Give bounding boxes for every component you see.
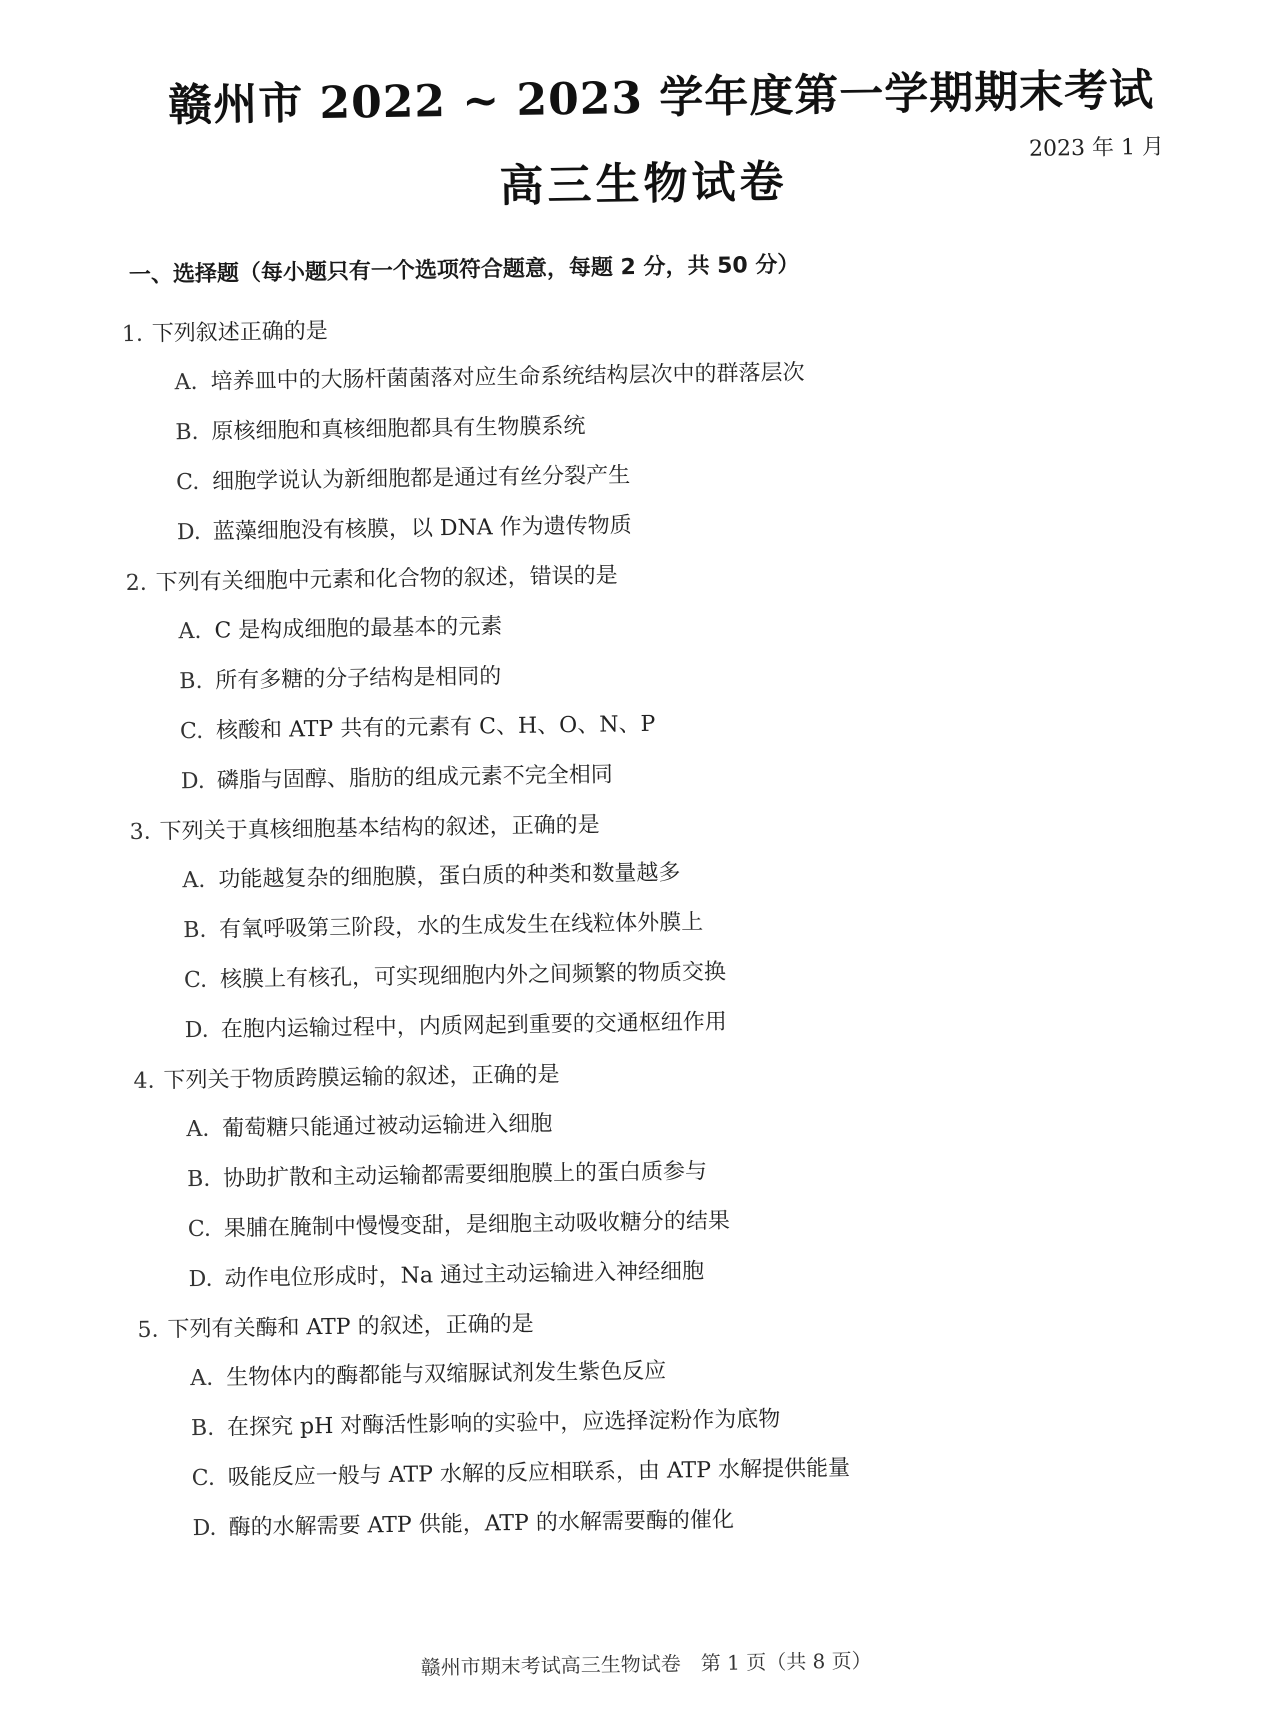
option-text: 原核细胞和真核细胞都具有生物膜系统 bbox=[211, 413, 586, 445]
option-letter: A. bbox=[186, 1116, 210, 1143]
option-letter: A. bbox=[174, 369, 198, 396]
option-text: 培养皿中的大肠杆菌菌落对应生命系统结构层次中的群落层次 bbox=[210, 360, 805, 395]
question-number: 5. bbox=[137, 1317, 159, 1343]
option-letter: D. bbox=[188, 1266, 213, 1293]
option-letter: C. bbox=[175, 469, 200, 496]
option-letter: B. bbox=[175, 419, 199, 446]
question-text: 下列叙述正确的是 bbox=[151, 318, 329, 347]
option-text: 蓝藻细胞没有核膜，以 DNA 作为遗传物质 bbox=[212, 513, 632, 545]
option-letter: B. bbox=[179, 668, 203, 695]
option-text: 核酸和 ATP 共有的元素有 C、H、O、N、P bbox=[215, 711, 656, 744]
section-heading: 一、选择题（每小题只有一个选项符合题意，每题 2 分，共 50 分） bbox=[128, 252, 800, 288]
option-letter: B. bbox=[186, 1166, 211, 1193]
option-letter: D. bbox=[176, 519, 202, 546]
option-text: 协助扩散和主动运输都需要细胞膜上的蛋白质参与 bbox=[222, 1158, 708, 1192]
exam-date: 2023 年 1 月 bbox=[1028, 134, 1165, 162]
question-number: 2. bbox=[125, 570, 147, 597]
option-text: 功能越复杂的细胞膜，蛋白质的种类和数量越多 bbox=[218, 860, 681, 893]
question-text: 下列有关细胞中元素和化合物的叙述，错误的是 bbox=[155, 563, 618, 596]
option-text: 核膜上有核孔，可实现细胞内外之间频繁的物质交换 bbox=[219, 959, 727, 993]
option-text: C 是构成细胞的最基本的元素 bbox=[214, 614, 503, 644]
option-letter: B. bbox=[190, 1415, 215, 1442]
option-letter: A. bbox=[182, 867, 206, 894]
option-letter: D. bbox=[180, 768, 205, 795]
question-number: 3. bbox=[129, 819, 151, 846]
page-footer: 赣州市期末考试高三生物试卷 第 1 页（共 8 页） bbox=[420, 1648, 872, 1680]
option-text: 有氧呼吸第三阶段，水的生成发生在线粒体外膜上 bbox=[219, 910, 704, 943]
option-text: 在探究 pH 对酶活性影响的实验中，应选择淀粉作为底物 bbox=[226, 1406, 781, 1441]
question-text: 下列有关酶和 ATP 的叙述，正确的是 bbox=[167, 1311, 534, 1343]
option-letter: C. bbox=[183, 967, 208, 994]
option-text: 果脯在腌制中慢慢变甜，是细胞主动吸收糖分的结果 bbox=[223, 1208, 731, 1242]
option-text: 动作电位形成时，Na 通过主动运输进入神经细胞 bbox=[224, 1259, 705, 1292]
question-list bbox=[121, 294, 1160, 1555]
option-letter: D. bbox=[192, 1515, 217, 1542]
option-text: 吸能反应一般与 ATP 水解的反应相联系，由 ATP 水解提供能量 bbox=[227, 1455, 851, 1491]
question-text: 下列关于真核细胞基本结构的叙述，正确的是 bbox=[159, 812, 600, 845]
question-1 bbox=[121, 294, 1145, 559]
question-number: 4. bbox=[133, 1068, 155, 1094]
exam-title: 赣州市 2022 ~ 2023 学年度第一学期期末考试 bbox=[167, 64, 1155, 132]
option-text: 所有多糖的分子结构是相同的 bbox=[215, 664, 502, 694]
question-4 bbox=[133, 1041, 1157, 1306]
question-text: 下列关于物质跨膜运输的叙述，正确的是 bbox=[163, 1062, 560, 1094]
option-letter: C. bbox=[179, 718, 204, 745]
question-3 bbox=[129, 792, 1153, 1057]
option-text: 生物体内的酶都能与双缩脲试剂发生紫色反应 bbox=[226, 1358, 667, 1391]
question-5 bbox=[137, 1290, 1161, 1555]
option-letter: D. bbox=[184, 1017, 209, 1044]
option-text: 细胞学说认为新细胞都是通过有丝分裂产生 bbox=[211, 463, 631, 495]
exam-subtitle: 高三生物试卷 bbox=[499, 156, 788, 213]
option-letter: A. bbox=[190, 1365, 214, 1392]
option-letter: C. bbox=[187, 1216, 212, 1243]
option-text: 在胞内运输过程中，内质网起到重要的交通枢纽作用 bbox=[220, 1009, 727, 1043]
option-letter: B. bbox=[183, 917, 207, 944]
question-number: 1. bbox=[121, 321, 144, 348]
option-text: 酶的水解需要 ATP 供能，ATP 的水解需要酶的催化 bbox=[228, 1507, 735, 1541]
option-text: 葡萄糖只能通过被动运输进入细胞 bbox=[222, 1111, 553, 1142]
option-letter: C. bbox=[191, 1465, 216, 1492]
question-2 bbox=[125, 543, 1149, 808]
option-letter: A. bbox=[178, 618, 202, 645]
option-text: 磷脂与固醇、脂肪的组成元素不完全相同 bbox=[216, 762, 614, 794]
